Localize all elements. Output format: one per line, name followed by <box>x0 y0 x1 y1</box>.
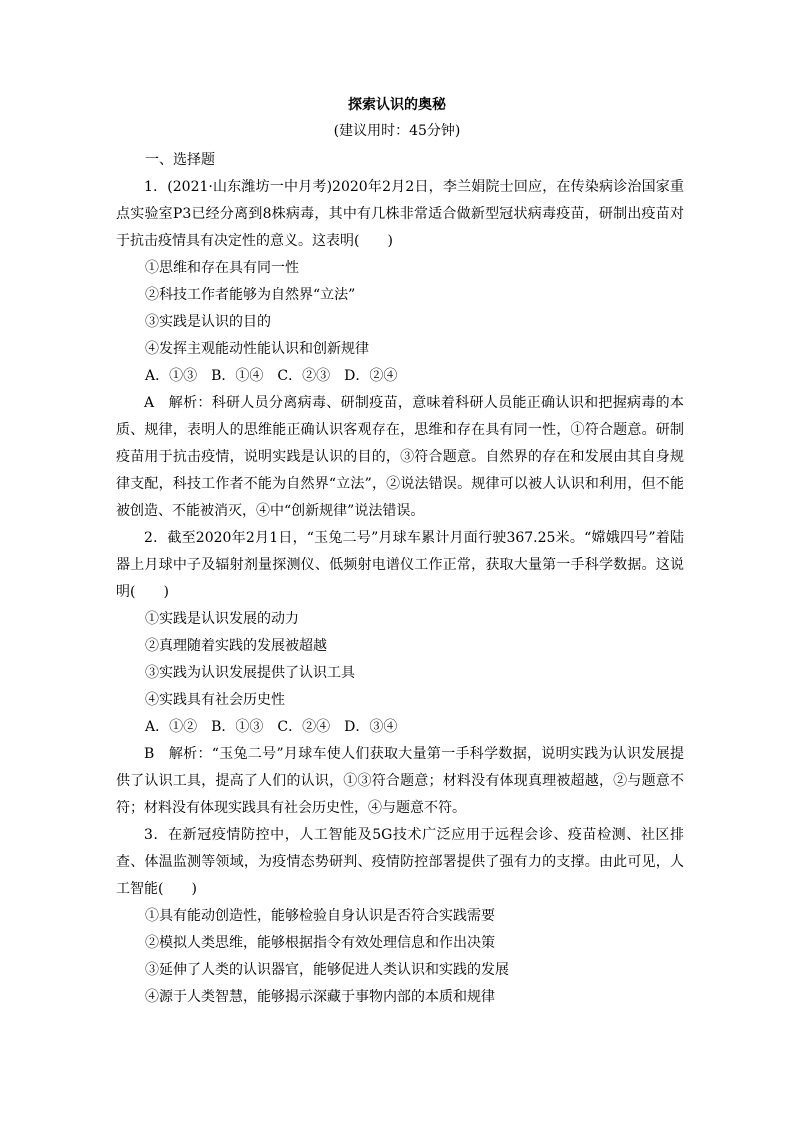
question-3-statement-1: ①具有能动创造性，能够检验自身认识是否符合实践需要 <box>145 908 495 924</box>
question-1-statement-4: ④发挥主观能动性能认识和创新规律 <box>145 341 369 357</box>
question-3-statement-2: ②模拟人类思维，能够根据指令有效处理信息和作出决策 <box>145 935 495 951</box>
question-2-statement-4: ④实践具有社会历史性 <box>145 692 285 708</box>
question-3-stem: 3．在新冠疫情防控中，人工智能及5G技术广泛应用于远程会诊、疫苗检测、社区排查、体温监测等领域，为疫情态势研判、疫情防控部署提供了强有力的支撑。由此可见，人工智能( ) <box>116 827 684 897</box>
question-2-statement-1: ①实践是认识发展的动力 <box>145 611 299 627</box>
question-2-statement-3: ③实践为认识发展提供了认识工具 <box>145 665 355 681</box>
question-2-stem: 2．截至2020年2月1日，“玉兔二号”月球车累计月面行驶367.25米。“嫦娥四号”着陆器上月球中子及辐射剂量探测仪、低频射电谱仪工作正常，获取大量第一手科学数据。这说明( ) <box>116 530 684 600</box>
question-2-analysis: B 解析：“玉兔二号”月球车使人们获取大量第一手科学数据，说明实践为认识发展提供了认识工具，提高了人们的认识，①③符合题意；材料没有体现真理被超越，②与题意不符；材料没有体现实践具有社会历史性，④与题意不符。 <box>116 746 684 816</box>
question-3-statement-4: ④源于人类智慧，能够揭示深藏于事物内部的本质和规律 <box>145 989 495 1005</box>
question-1-stem: 1．(2021·山东潍坊一中月考)2020年2月2日，李兰娟院士回应，在传染病诊治国家重点实验室P3已经分离到8株病毒，其中有几株非常适合做新型冠状病毒疫苗，研制出疫苗对于抗击疫情具有决定性的意义。这表明( ) <box>116 179 684 249</box>
question-3-statement-3: ③延伸了人类的认识器官，能够促进人类认识和实践的发展 <box>145 962 509 978</box>
section-heading: 一、选择题 <box>145 152 215 168</box>
document-subtitle: (建议用时：45分钟) <box>333 123 461 139</box>
question-1-statement-2: ②科技工作者能够为自然界“立法” <box>145 287 356 303</box>
document-title: 探索认识的奥秘 <box>348 97 446 113</box>
question-2-choices: A．①② B．①③ C．②④ D．③④ <box>145 719 398 735</box>
question-1-analysis: A 解析：科研人员分离病毒、研制疫苗，意味着科研人员能正确认识和把握病毒的本质、规律，表明人的思维能正确认识客观存在，思维和存在具有同一性，①符合题意。研制疫苗用于抗击疫情，说明实践是认识的目的，③符合题意。自然界的存在和发展由其自身规律支配，科技工作者不能为自然界“立法”，②说法错误。规律可以被人认识和利用，但不能被创造、不能被消灭，④中“创新规律”说法错误。 <box>116 395 684 519</box>
document-body <box>116 147 684 1011</box>
question-1-statement-1: ①思维和存在具有同一性 <box>145 260 299 276</box>
question-1-choices: A．①③ B．①④ C．②③ D．②④ <box>145 368 398 384</box>
question-2-statement-2: ②真理随着实践的发展被超越 <box>145 638 327 654</box>
question-1-statement-3: ③实践是认识的目的 <box>145 314 271 330</box>
